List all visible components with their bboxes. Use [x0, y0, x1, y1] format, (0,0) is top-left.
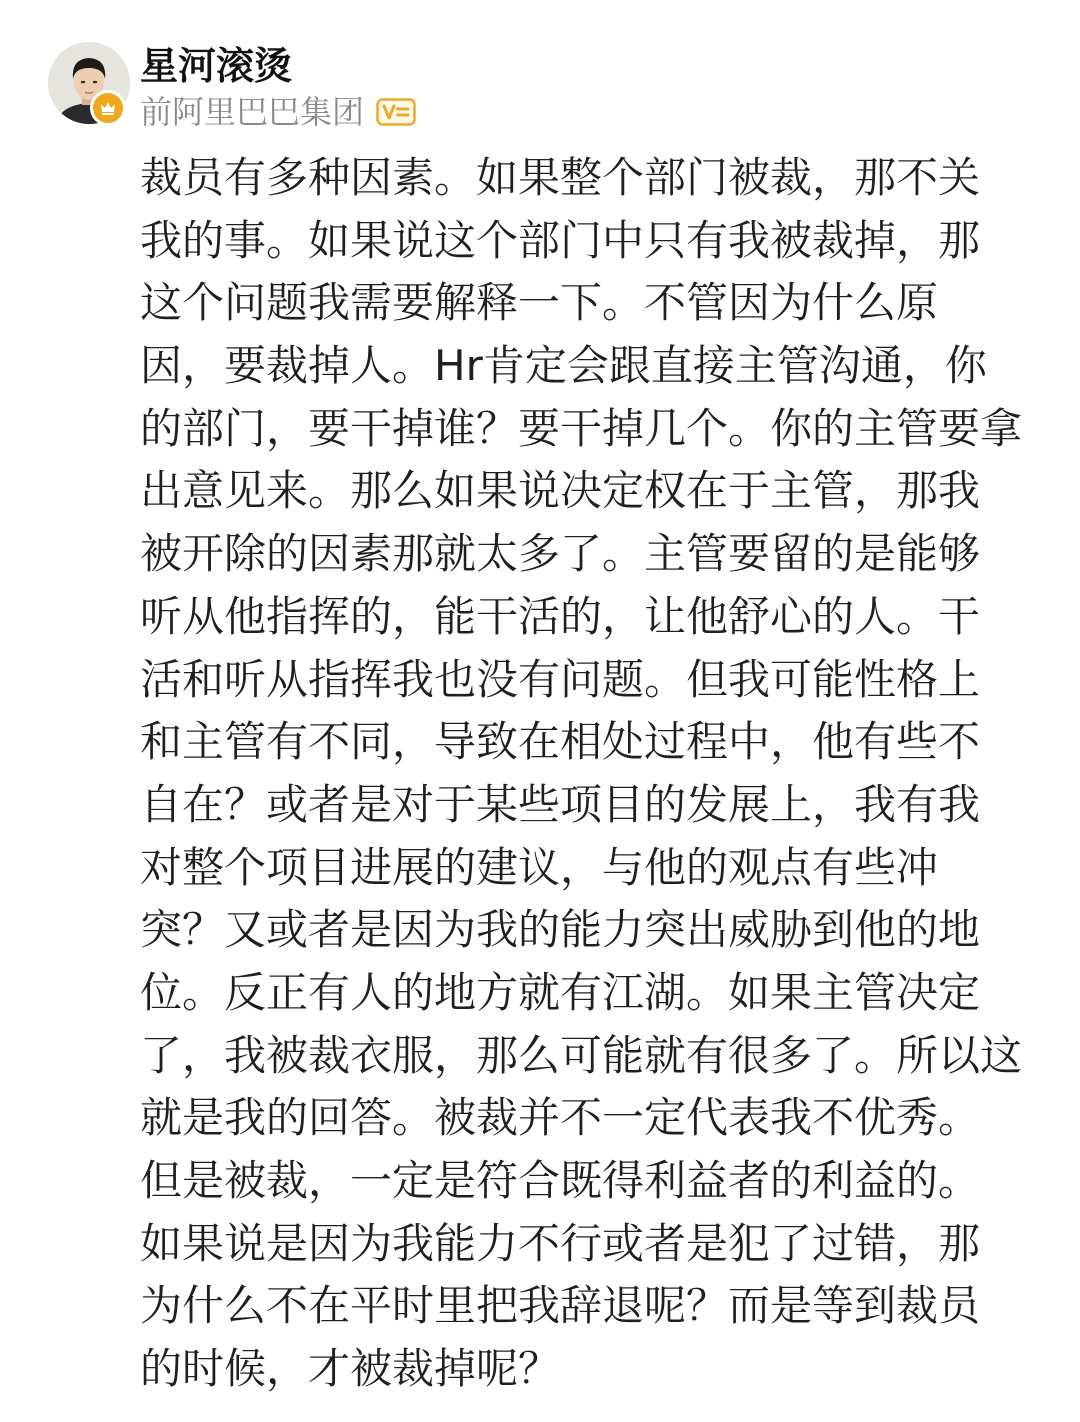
post-body-line: 听从他指挥的，能干活的，让他舒心的人。干 — [140, 591, 981, 641]
post-body-line: 突？又或者是因为我的能力突出威胁到他的地 — [140, 905, 981, 955]
post-body-line: 的部门，要干掉谁？要干掉几个。你的主管要拿 — [140, 403, 1023, 453]
post-body-line: 但是被裁，一定是符合既得利益者的利益的。 — [140, 1156, 981, 1205]
post-body-line: 为什么不在平时里把我辞退呢？而是等到裁员 — [140, 1281, 981, 1331]
author-meta — [140, 92, 416, 132]
post-body-line: 了，我被裁衣服，那么可能就有很多了。所以这 — [140, 1030, 1023, 1080]
post-body-line: 自在？或者是对于某些项目的发展上，我有我 — [140, 779, 981, 829]
author-subtitle: 前阿里巴巴集团 — [140, 93, 365, 131]
post-body-line: 和主管有不同，导致在相处过程中，他有些不 — [140, 717, 981, 767]
post-body-line: 裁员有多种因素。如果整个部门被裁，那不关 — [140, 153, 981, 202]
post-body-line: 如果说是因为我能力不行或者是犯了过错，那 — [140, 1218, 981, 1268]
post-body-line: 活和听从指挥我也没有问题。但我可能性格上 — [140, 654, 981, 704]
author-avatar[interactable] — [48, 42, 130, 124]
post-body-line: 我的事。如果说这个部门中只有我被裁掉，那 — [140, 215, 981, 265]
post-body — [140, 147, 1040, 1401]
crown-icon — [90, 90, 126, 126]
verified-v-icon — [376, 98, 416, 126]
post-body-line: 出意见来。那么如果说决定权在于主管，那我 — [140, 466, 981, 516]
post-body-line: 对整个项目进展的建议，与他的观点有些冲 — [140, 842, 939, 892]
post-body-line: 位。反正有人的地方就有江湖。如果主管决定 — [140, 967, 981, 1017]
post-body-line: 被开除的因素那就太多了。主管要留的是能够 — [140, 529, 981, 579]
author-name[interactable]: 星河滚烫 — [140, 44, 293, 88]
post-body-line: 这个问题我需要解释一下。不管因为什么原 — [140, 278, 939, 328]
post-body-line: 因，要裁掉人。Hr肯定会跟直接主管沟通，你 — [140, 341, 987, 391]
post-body-line: 的时候，才被裁掉呢？ — [140, 1344, 561, 1394]
post-body-line: 就是我的回答。被裁并不一定代表我不优秀。 — [140, 1093, 981, 1143]
